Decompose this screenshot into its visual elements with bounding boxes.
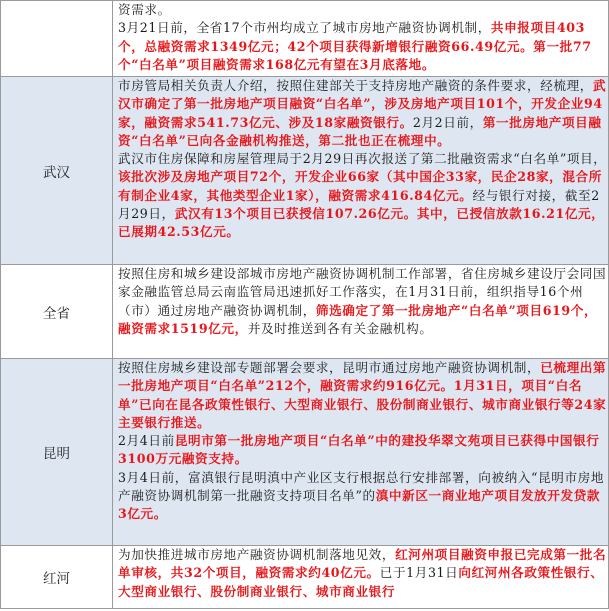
highlight-text: 昆明市第一批房地产项目“白名单”中的建投华翠文苑项目已获得中国银行3100万元融资支持。 (118, 433, 600, 467)
paragraph (118, 1, 608, 19)
text-run: 2月4日前 (118, 433, 175, 449)
content-cell (113, 1, 609, 77)
table-row (1, 265, 609, 359)
highlight-text: 武汉有13个项目已获授信107.26亿元。其中，已授信放款16.21亿元，已展期42.53亿元。 (118, 206, 605, 240)
paragraph (118, 265, 608, 338)
text-run: 2月2日前， (412, 114, 483, 130)
table-row (1, 77, 609, 265)
text-run: 并及时推送到各有关金融机构。 (247, 320, 433, 336)
content-cell (113, 359, 609, 546)
city-cell (1, 1, 113, 77)
table-row (1, 1, 609, 77)
text-run: 按照住房和城乡建设部城市房地产融资协调机制工作部署，省住房城乡建设厅会同国家金融监管总局云南监管局迅速抓好工作落实，在1月31日前，组织指导16个州（市）通过房地产融资协调机制， (118, 266, 607, 318)
city-cell: 昆明 (1, 359, 113, 546)
highlight-text: 向红河州各政策性银行、大型商业银行、股份制商业银行、城市商业银行 (118, 565, 604, 599)
text-run: 武汉市住房保障和房屋管理局于2月29日再次报送了第二批融资需求“白名单”项目， (118, 151, 607, 167)
city-cell: 红河 (1, 546, 113, 609)
highlight-text: 武汉市确定了第一批房地产项目融资“白名单”，涉及房地产项目101个，开发企业94家，融资需求541.73亿元、涉及18家融资银行。 (118, 78, 607, 130)
highlight-text: 该批次涉及房地产项目72个，开发企业66家（其中国企33家，民企28家，混合所有制企业4家，其他类型企业1家），融资需求416.84亿元。 (118, 169, 602, 203)
text-run: 3月4日前，富滇银行昆明滇中产业区支行根据总行安排部署，向被纳入“昆明市房地产融资协调机制第一批融资支持项目名单”的 (118, 469, 605, 504)
highlight-text: 第一批房地产项目融资“白名单”已向各金融机构推送，第二批也正在梳理中。 (118, 114, 602, 148)
text-run: 已于1月31日 (379, 565, 459, 581)
content-cell (113, 77, 609, 265)
paragraph (118, 359, 608, 432)
text-run: 3月21日前，全省17个市州均成立了城市房地产融资协调机制， (118, 20, 491, 36)
text-run: 为加快推进城市房地产融资协调机制落地见效， (118, 547, 396, 562)
city-cell: 全省 (1, 265, 113, 359)
paragraph (118, 432, 608, 469)
paragraph (118, 77, 608, 150)
text-run: 按照住房城乡建设部专题部署会要求，昆明市通过房地产融资协调机制， (118, 360, 541, 375)
highlight-text: 红河州项目融资申报已完成第一批名单审核，共32个项目，融资需求约40亿元。 (118, 547, 607, 581)
highlight-text: 共申报项目403个，总融资需求1349亿元；42个项目获得新增银行融资66.49亿元。第一批77个“白名单”项目融资需求168亿元有望在3月底落地。 (118, 20, 592, 72)
content-cell (113, 546, 609, 609)
table-row (1, 546, 609, 609)
highlight-text: 滇中新区一商业地产项目发放开发贷款3亿元。 (118, 488, 601, 522)
highlight-text: 已梳理出第一批房地产项目“白名单”212个，融资需求约916亿元。1月31日，项目“白名单”已向在昆各政策性银行、大型商业银行、股份制商业银行、城市商业银行等24家主要银行推送。 (118, 360, 607, 430)
content-cell (113, 265, 609, 359)
text-run: 市房管局相关负责人介绍，按照住建部关于支持房地产融资的条件要求，经梳理， (118, 78, 593, 93)
paragraph (118, 546, 608, 601)
paragraph (118, 150, 608, 241)
table-row (1, 359, 609, 546)
text-run: 经与银行对接，截至2月29日， (118, 187, 600, 222)
text-run: 资需求。 (118, 2, 171, 17)
highlight-text: 筛选确定了第一批房地产“白名单”项目619个，融资需求1519亿元， (118, 302, 598, 336)
city-cell: 武汉 (1, 77, 113, 265)
paragraph (118, 469, 608, 524)
paragraph (118, 19, 608, 74)
